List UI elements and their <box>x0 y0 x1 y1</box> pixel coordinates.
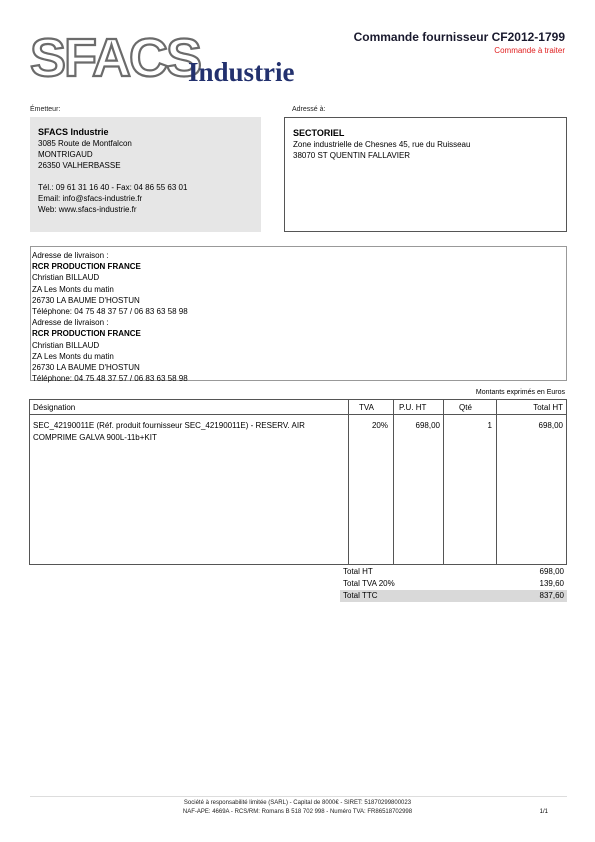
total-column <box>496 400 566 564</box>
total-ttc-value: 837,60 <box>539 591 564 600</box>
company-logo <box>30 30 315 88</box>
delivery-company: RCR PRODUCTION FRANCE <box>32 262 141 272</box>
sender-postal: 26350 VALHERBASSE <box>38 161 121 170</box>
sender-city: MONTRIGAUD <box>38 150 93 159</box>
recipient-address: Zone industrielle de Chesnes 45, rue du Ruisseau <box>293 140 471 149</box>
sender-address: 3085 Route de Montfalcon <box>38 139 132 148</box>
total-ht-label: Total HT <box>343 567 373 576</box>
currency-note: Montants exprimés en Euros <box>475 389 565 396</box>
delivery-label: Adresse de livraison : <box>32 318 109 328</box>
delivery-contact: Christian BILLAUD <box>32 273 100 283</box>
total-ht-row <box>340 566 567 578</box>
delivery-company: RCR PRODUCTION FRANCE <box>32 329 141 339</box>
tva-column <box>348 400 393 564</box>
page-number: 1/1 <box>539 809 548 815</box>
header-qty: Qté <box>459 403 472 412</box>
sender-box <box>30 117 261 232</box>
delivery-label: Adresse de livraison : <box>32 251 109 260</box>
delivery-phone: Téléphone: 04 75 48 37 57 / 06 83 63 58 98 <box>32 307 188 317</box>
footer-divider <box>30 796 567 797</box>
logo-sub-text: Industrie <box>188 57 295 87</box>
sender-email: Email: info@sfacs-industrie.fr <box>38 194 143 203</box>
recipient-label: Adressé à: <box>292 106 326 113</box>
delivery-contact: Christian BILLAUD <box>32 340 100 350</box>
header-tva: TVA <box>359 403 374 412</box>
footer-legal-line1: Société à responsabilité limitée (SARL) - Capital de 8000€ - SIRET: 51870299800023 <box>183 800 412 806</box>
logo-main-text: SFACS <box>30 30 201 88</box>
total-tva-label: Total TVA 20% <box>343 579 395 588</box>
total-tva-value: 139,60 <box>539 579 564 588</box>
header-total: Total HT <box>533 403 563 412</box>
row-qty: 1 <box>487 421 492 430</box>
delivery-box <box>30 246 567 384</box>
row-pu: 698,00 <box>415 421 440 430</box>
totals-block <box>340 566 567 602</box>
pu-column <box>393 400 443 564</box>
row-total: 698,00 <box>538 421 563 430</box>
recipient-name: SECTORIEL <box>293 128 345 138</box>
designation-line: SEC_42190011E (Réf. produit fournisseur SEC_42190011E) - RESERV. AIR <box>33 421 305 430</box>
delivery-postal: 26730 LA BAUME D'HOSTUN <box>32 295 140 305</box>
sender-name: SFACS Industrie <box>38 127 109 137</box>
row-tva: 20% <box>371 421 388 430</box>
footer-legal-line2: NAF-APE: 4669A - RCS/RM: Romans B 518 702 998 - Numéro TVA: FR86518702998 <box>182 809 413 815</box>
total-tva-row <box>340 578 567 590</box>
designation-column <box>30 400 348 564</box>
total-ttc-label: Total TTC <box>343 591 378 600</box>
sender-web: Web: www.sfacs-industrie.fr <box>38 205 137 214</box>
items-table <box>29 399 567 565</box>
document-status: Commande à traiter <box>494 46 565 55</box>
delivery-phone: Téléphone: 04 75 48 37 57 / 06 83 63 58 98 <box>32 374 188 384</box>
header-designation: Désignation <box>33 403 76 412</box>
designation-line: COMPRIME GALVA 900L-11b+KIT <box>33 433 157 442</box>
recipient-box <box>284 117 567 232</box>
total-ttc-row <box>340 590 567 602</box>
row-designation <box>33 420 305 444</box>
header-pu: P.U. HT <box>399 403 427 412</box>
sender-label: Émetteur: <box>30 106 61 113</box>
document-title: Commande fournisseur CF2012-1799 <box>353 30 565 44</box>
total-ht-value: 698,00 <box>539 567 564 576</box>
delivery-address: ZA Les Monts du matin <box>32 351 114 361</box>
delivery-postal: 26730 LA BAUME D'HOSTUN <box>32 363 140 373</box>
recipient-postal: 38070 ST QUENTIN FALLAVIER <box>293 151 411 160</box>
sender-phone: Tél.: 09 61 31 16 40 - Fax: 04 86 55 63 01 <box>38 183 188 192</box>
qty-column <box>443 400 496 564</box>
delivery-address: ZA Les Monts du matin <box>32 284 114 294</box>
